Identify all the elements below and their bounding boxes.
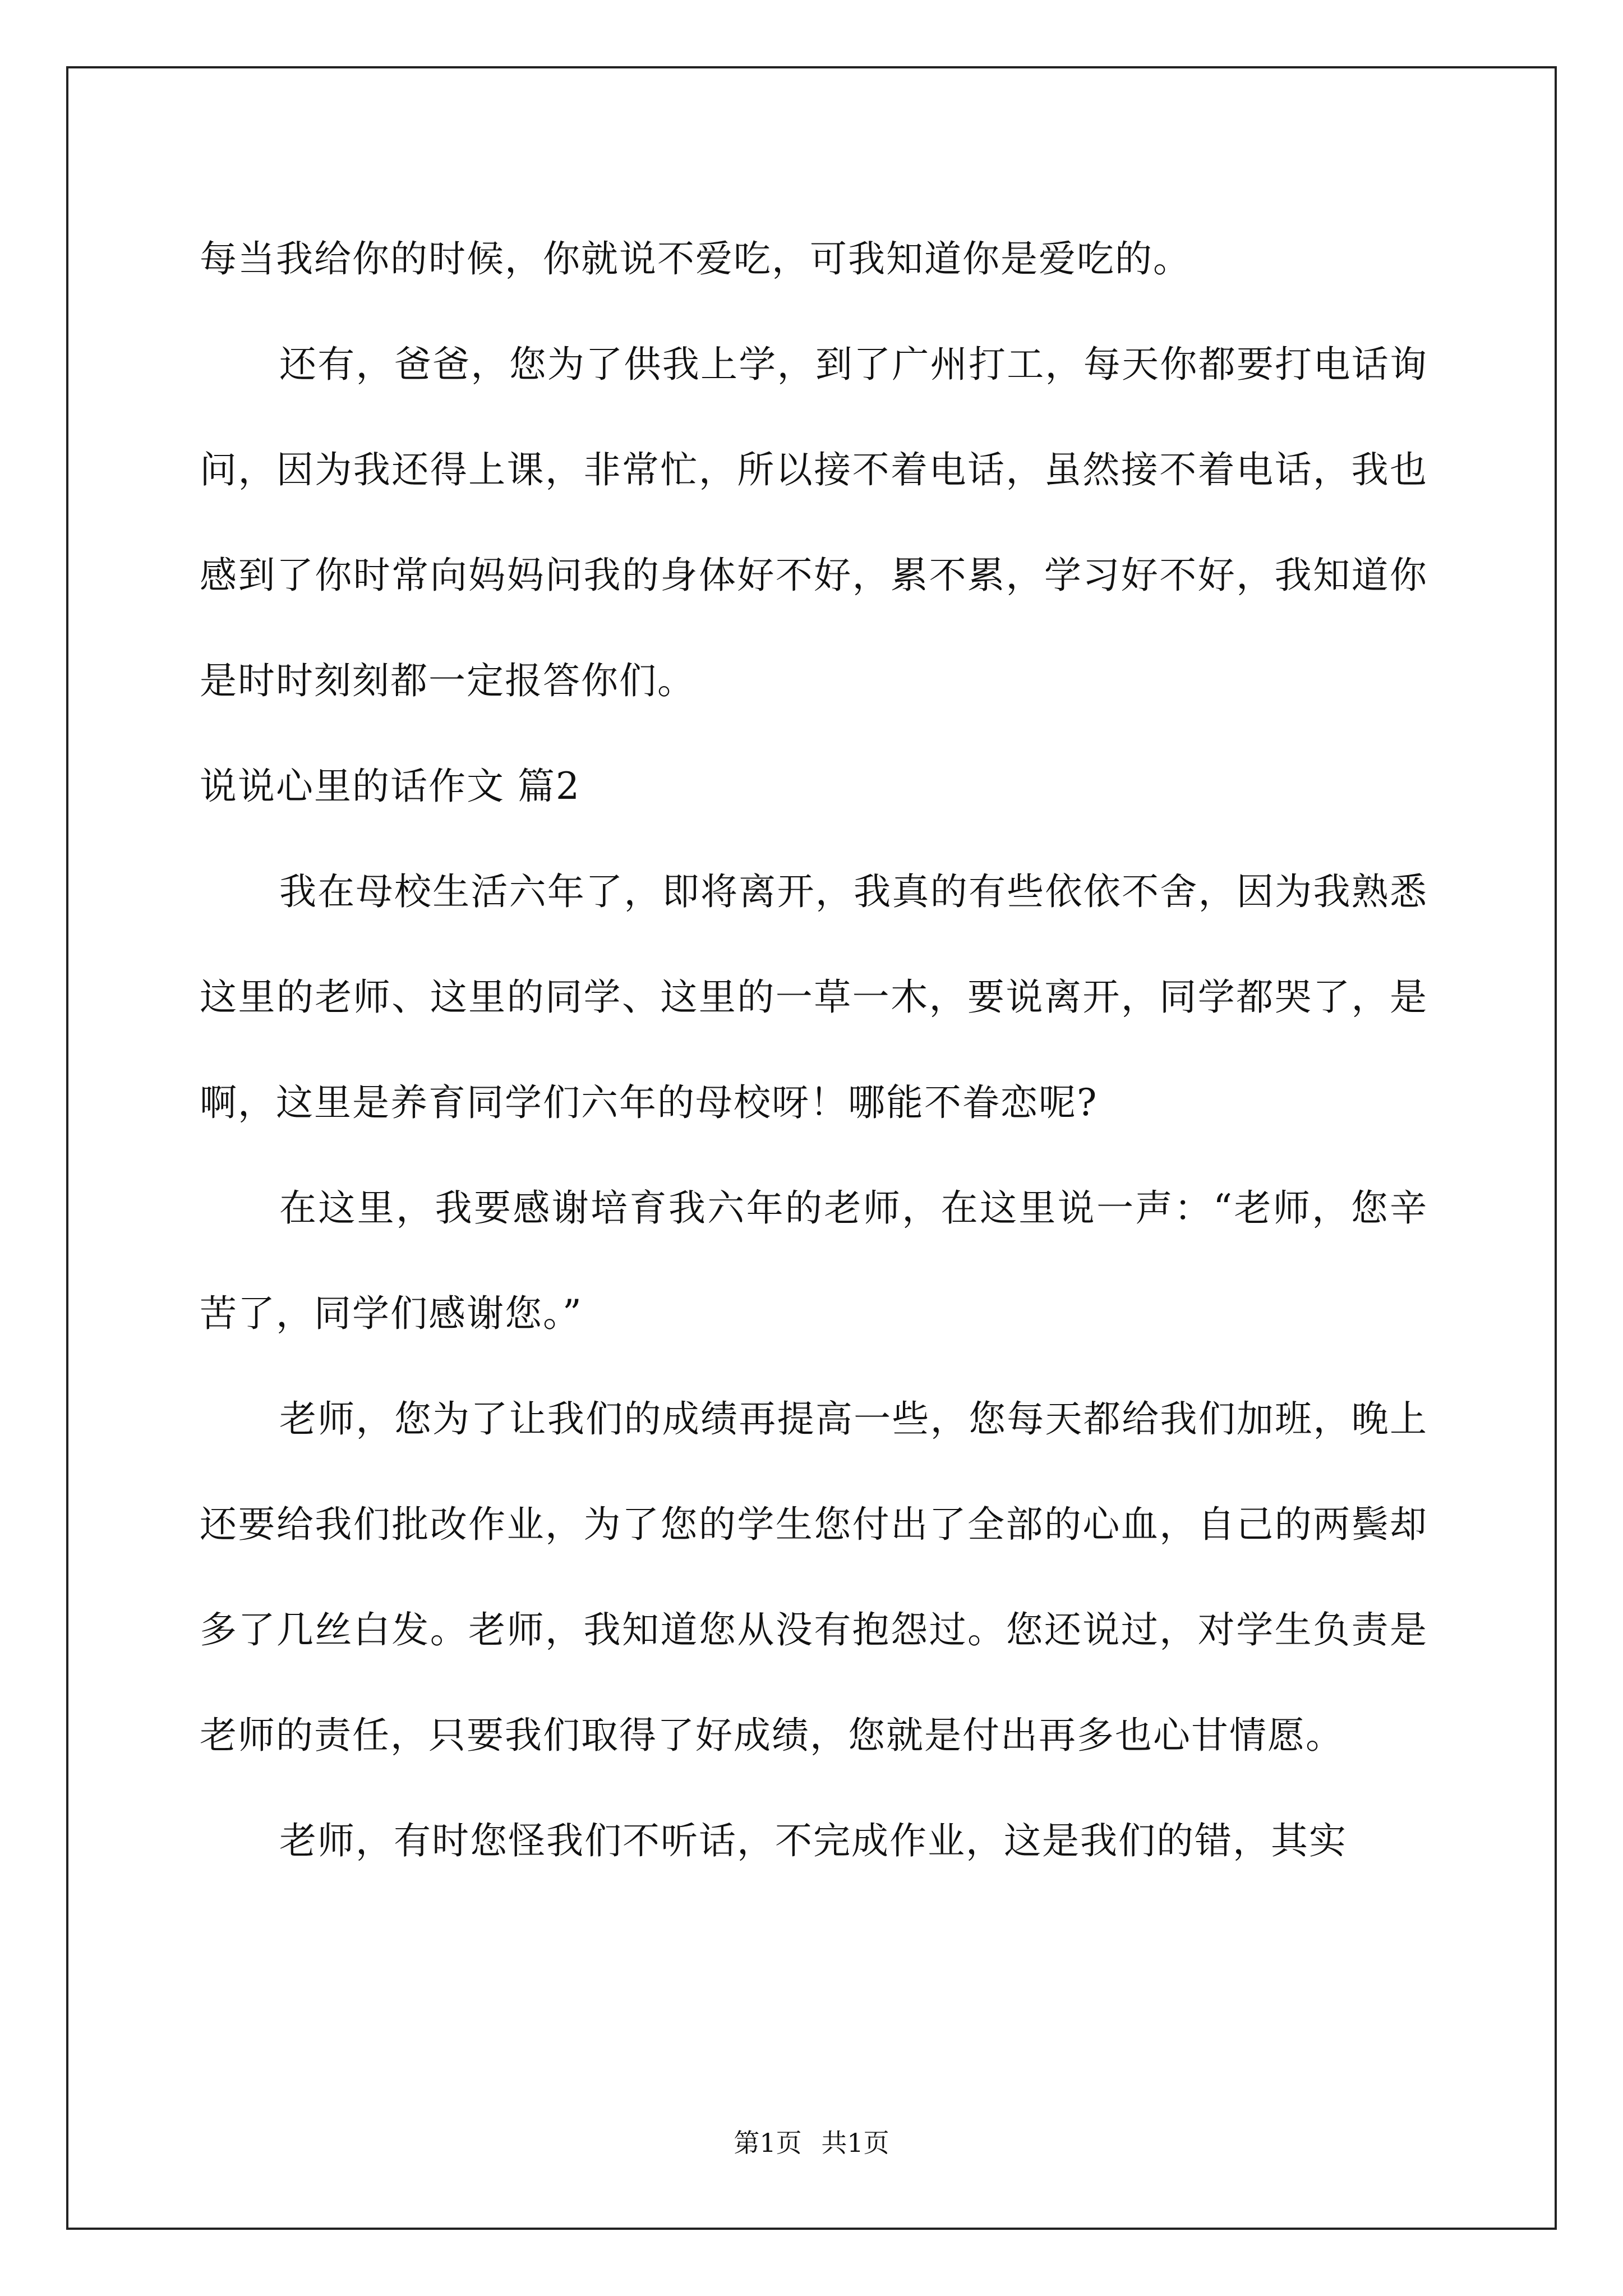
- document-body: [200, 206, 1428, 1894]
- paragraph: 老师，您为了让我们的成绩再提高一些，您每天都给我们加班，晚上还要给我们批改作业，为了您的学生您付出了全部的心血，自己的两鬓却多了几丝白发。老师，我知道您从没有抱怨过。您还说过，对学生负责是老师的责任，只要我们取得了好成绩，您就是付出再多也心甘情愿。: [200, 1397, 1428, 1757]
- paragraph: 我在母校生活六年了，即将离开，我真的有些依依不舍，因为我熟悉这里的老师、这里的同学、这里的一草一木，要说离开，同学都哭了，是啊，这里是养育同学们六年的母校呀！哪能不眷恋呢?: [200, 870, 1428, 1124]
- section-title: 说说心里的话作文 篇2: [200, 765, 580, 808]
- paragraph: 还有，爸爸，您为了供我上学，到了广州打工，每天你都要打电话询问，因为我还得上课，非常忙，所以接不着电话，虽然接不着电话，我也感到了你时常向妈妈问我的身体好不好，累不累，学习好不好，我知道你是时时刻刻都一定报答你们。: [200, 343, 1428, 702]
- page-total: 共1页: [821, 2128, 889, 2158]
- paragraph: 老师，有时您怪我们不听话，不完成作业，这是我们的错，其实: [279, 1819, 1347, 1862]
- paragraph: 每当我给你的时候，你就说不爱吃，可我知道你是爱吃的。: [200, 237, 1191, 280]
- page-number: 第1页: [734, 2128, 802, 2158]
- page-footer: [0, 2126, 1623, 2160]
- paragraph: 在这里，我要感谢培育我六年的老师，在这里说一声：“老师，您辛苦了，同学们感谢您。”: [200, 1186, 1428, 1335]
